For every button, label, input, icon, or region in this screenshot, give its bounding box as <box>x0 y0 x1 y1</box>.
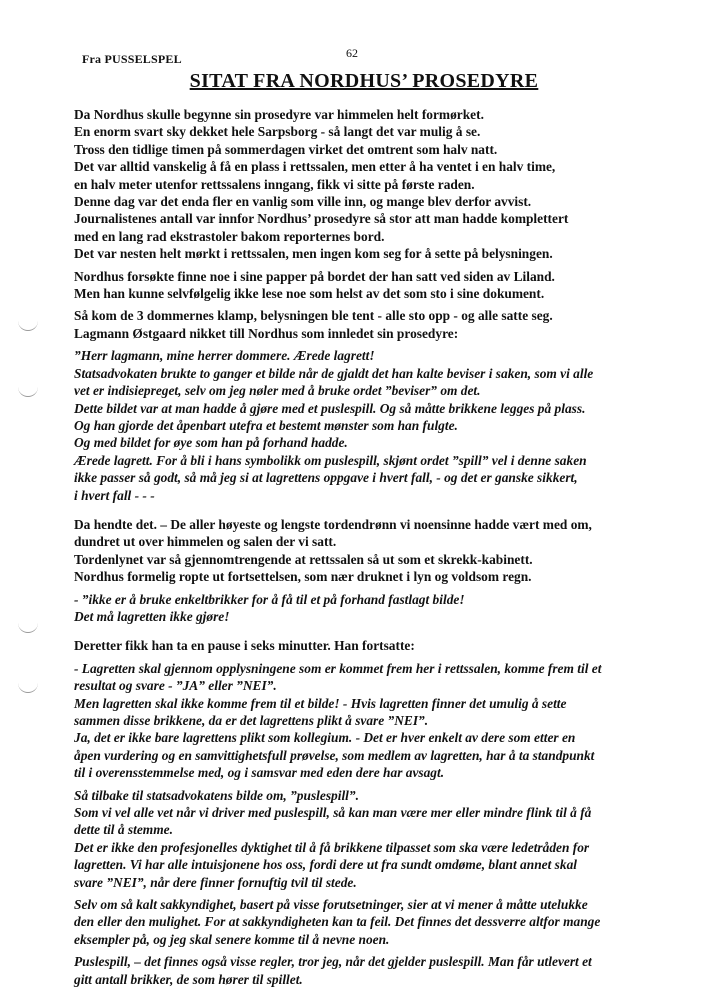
text-line: resultat og svare - ”JA” eller ”NEI”. <box>74 678 277 694</box>
text-line: Og med bildet for øye som han på forhand hadde. <box>74 435 348 451</box>
text-line: Det er ikke den profesjonelles dyktighet til å få brikkene tilpasset som ska være ledetråden for <box>74 839 590 855</box>
text-line: Ærede lagrett. For å bli i hans symbolikk om puslespill, skjønt ordet ”spill” vel i denne saken <box>74 452 587 468</box>
text-line: Dette bildet var at man hadde å gjøre med et puslespill. Og så måtte brikkene legges på plass. <box>74 400 586 416</box>
punch-hole-mark <box>18 318 38 331</box>
text-line: Lagmann Østgaard nikket till Nordhus som innledet sin prosedyre: <box>74 325 459 341</box>
text-line: Det var nesten helt mørkt i rettssalen, men ingen kom seg for å sette på belysningen. <box>74 246 553 262</box>
page-number: 62 <box>346 46 358 60</box>
text-line: med en lang rad ekstrastoler bakom reporternes bord. <box>74 228 385 244</box>
text-line: Og han gjorde det åpenbart utefra et bestemt mønster som han fulgte. <box>74 417 458 433</box>
text-line: åpen vurdering og en samvittighetsfull prøvelse, som medlem av lagretten, har å ta standpunkt <box>74 747 595 763</box>
paragraph <box>74 516 654 586</box>
text-line: den eller den mulighet. For at sakkyndigheten kan ta feil. Det finnes det dessverre altfor mange <box>74 914 601 930</box>
paragraph <box>74 953 654 988</box>
text-line: Tross den tidlige timen på sommerdagen virket det omtrent som halv natt. <box>74 141 498 157</box>
punch-hole-mark <box>18 384 38 397</box>
text-line: Så tilbake til statsadvokatens bilde om, ”puslespill”. <box>74 787 359 803</box>
document-body <box>74 106 654 993</box>
text-line: Statsadvokaten brukte to ganger et bilde når de gjaldt det han kalte beviser i saken, som vi alle <box>74 365 594 381</box>
paragraph <box>74 268 654 303</box>
text-line: svare ”NEI”, når dere finner fornuftig tvil til stede. <box>74 874 357 890</box>
text-line: Da Nordhus skulle begynne sin prosedyre var himmelen helt formørket. <box>74 107 484 122</box>
text-line: vet er indisiepreget, selv om jeg nøler med å bruke ordet ”beviser” om det. <box>74 383 481 399</box>
text-line: Det må lagretten ikke gjøre! <box>74 608 230 624</box>
text-line: Men lagretten skal ikke komme frem til et bilde! - Hvis lagretten finner det umulig å sette <box>74 695 567 711</box>
text-line: en halv meter utenfor rettssalens inngang, fikk vi sitte på første raden. <box>74 176 475 192</box>
paragraph <box>74 896 654 948</box>
text-line: - Lagretten skal gjennom opplysningene som er kommet frem her i rettssalen, komme frem til et <box>74 660 602 676</box>
text-line: dundret ut over himmelen og salen der vi satt. <box>74 534 337 550</box>
text-line: Så kom de 3 dommernes klamp, belysningen ble tent - alle sto opp - og alle satte seg. <box>74 308 553 324</box>
paragraph <box>74 660 654 782</box>
text-line: - ”ikke er å bruke enkeltbrikker for å få til et på forhand fastlagt bilde! <box>74 591 465 607</box>
text-line: ”Herr lagmann, mine herrer dommere. Ærede lagrett! <box>74 348 375 364</box>
paragraph <box>74 307 654 342</box>
text-line: Da hendte det. – De aller høyeste og lengste tordendrønn vi noensinne hadde vært med om, <box>74 516 592 532</box>
text-line: Det var alltid vanskelig å få en plass i rettssalen, men etter å ha ventet i en halv time, <box>74 159 556 175</box>
text-line: gitt antall brikker, de som hører til spillet. <box>74 971 303 987</box>
header-source: Fra PUSSELSPEL <box>82 52 182 66</box>
text-line: Deretter fikk han ta en pause i seks minutter. Han fortsatte: <box>74 638 415 654</box>
paragraph <box>74 637 654 654</box>
text-line: ikke passer så godt, så må jeg si at lagrettens oppgave i hvert fall, - og det er ganske sikkert, <box>74 470 578 486</box>
text-line: lagretten. Vi har alle intuisjonene hos oss, fordi dere ut fra sundt omdøme, blant annet skal <box>74 857 577 873</box>
text-line: Denne dag var det enda fler en vanlig som ville inn, og mange blev derfor avvist. <box>74 194 532 210</box>
text-line: til i overensstemmelse med, og i samsvar med eden dere har avsagt. <box>74 765 445 781</box>
text-line: Som vi vel alle vet når vi driver med puslespill, så kan man være mer eller mindre flink til å få <box>74 805 592 821</box>
text-line: En enorm svart sky dekket hele Sarpsborg - så langt det var mulig å se. <box>74 124 481 140</box>
text-line: Ja, det er ikke bare lagrettens plikt som kollegium. - Det er hver enkelt av dere som etter en <box>74 730 576 746</box>
text-line: Nordhus formelig ropte ut fortsettelsen, som nær druknet i lyn og voldsom regn. <box>74 569 532 585</box>
punch-hole-mark <box>18 680 38 693</box>
text-line: Selv om så kalt sakkyndighet, basert på visse forutsetninger, sier at vi mener å måtte utelukke <box>74 897 588 913</box>
paragraph <box>74 106 654 263</box>
text-line: Men han kunne selvfølgelig ikke lese noe som helst av det som sto i sine dokument. <box>74 286 545 302</box>
text-line: Journalistenes antall var innfor Nordhus’ prosedyre så stor att man hadde komplettert <box>74 211 569 227</box>
text-line: Puslespill, – det finnes også visse regler, tror jeg, når det gjelder puslespill. Man får utlevert et <box>74 954 592 970</box>
text-line: Nordhus forsøkte finne noe i sine papper på bordet der han satt ved siden av Liland. <box>74 268 555 284</box>
paragraph <box>74 347 654 504</box>
text-line: dette til å stemme. <box>74 822 173 838</box>
text-line: Tordenlynet var så gjennomtrengende at rettssalen så ut som et skrekk-kabinett. <box>74 551 533 567</box>
paragraph <box>74 787 654 891</box>
text-line: sammen disse brikkene, da er det lagrettens plikt å svare ”NEI”. <box>74 713 429 728</box>
punch-hole-mark <box>18 620 38 633</box>
page-title: SITAT FRA NORDHUS’ PROSEDYRE <box>189 70 539 92</box>
text-line: eksempler på, og jeg skal senere komme til å nevne noen. <box>74 931 390 947</box>
paragraph <box>74 591 654 626</box>
text-line: i hvert fall - - - <box>74 487 155 503</box>
